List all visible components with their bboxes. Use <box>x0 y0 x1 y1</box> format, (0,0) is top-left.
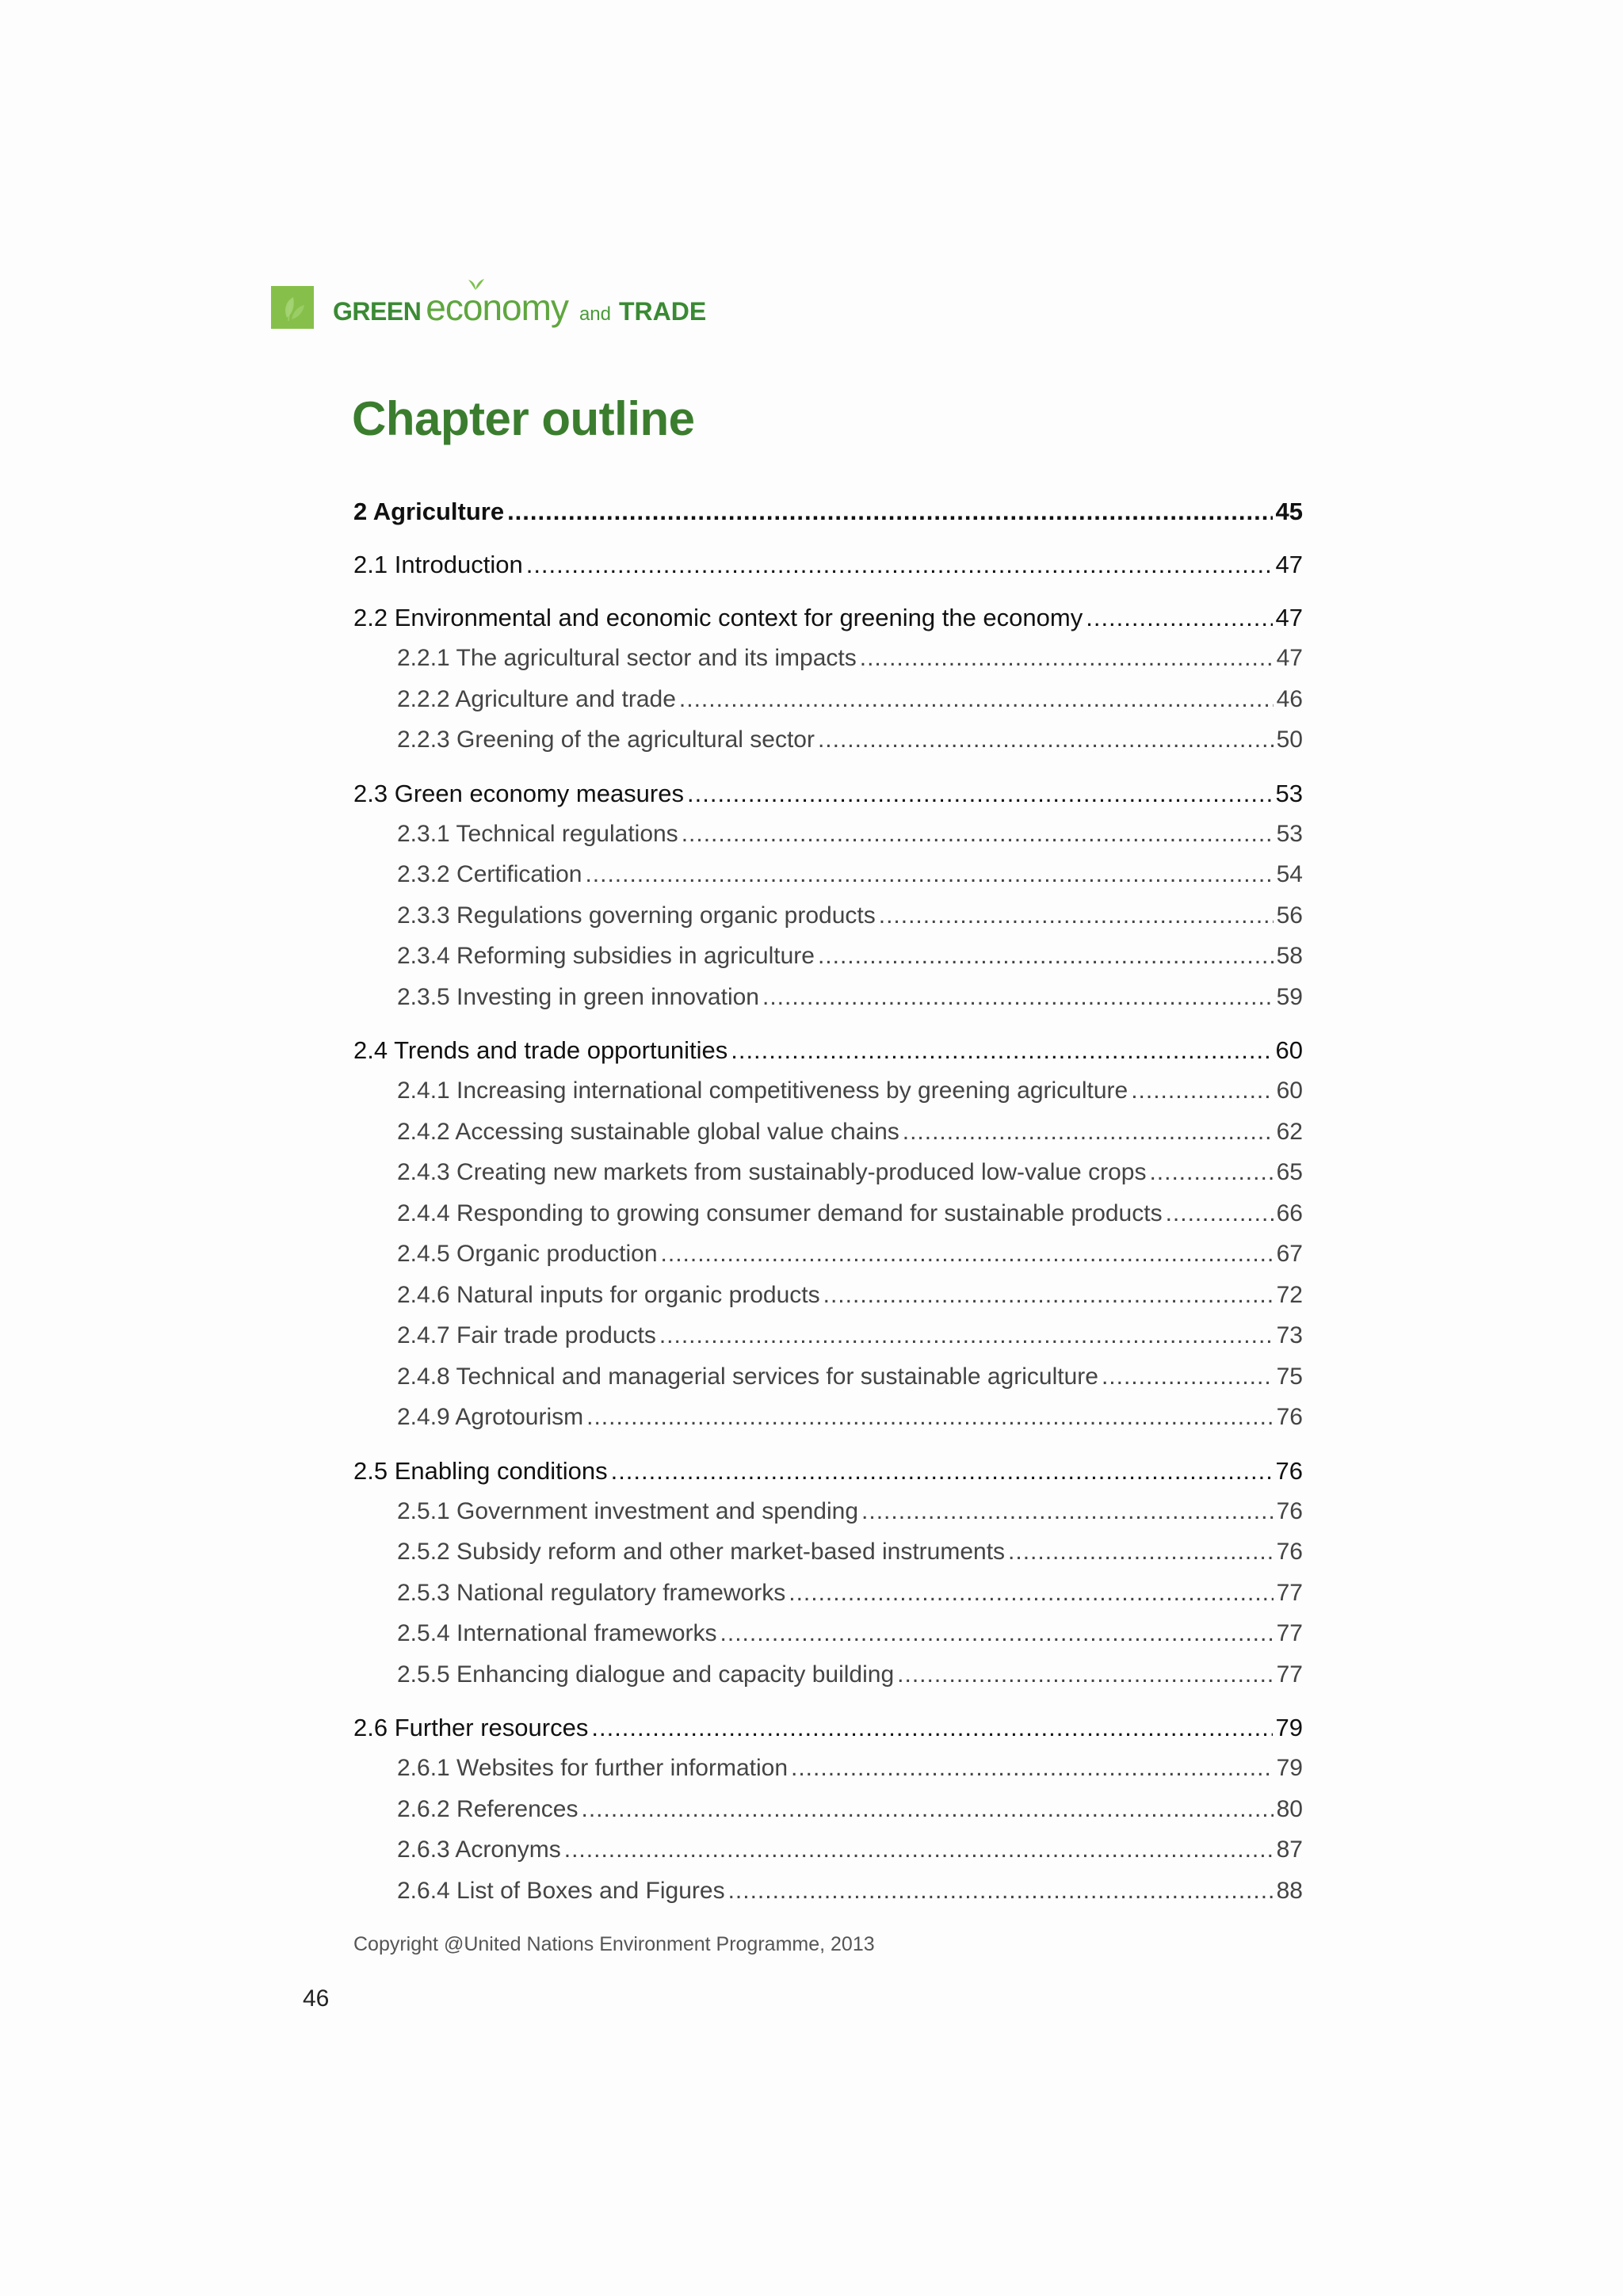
sprout-icon <box>464 277 487 291</box>
toc-entry-title: 2.3.5 Investing in green innovation <box>397 983 759 1010</box>
toc-entry-page: 76 <box>1276 1539 1303 1565</box>
chapter-title: Chapter outline <box>352 392 695 445</box>
toc-subsection-entry[interactable] <box>353 1748 1303 1789</box>
toc-leader-dots <box>731 1030 1272 1070</box>
logo-word-economy-text: economy <box>426 287 568 328</box>
toc-leader-dots <box>659 1315 1274 1356</box>
toc-section-entry[interactable] <box>353 1030 1303 1070</box>
toc-leader-dots <box>679 679 1274 720</box>
toc-entry-title: 2.4.6 Natural inputs for organic products <box>397 1281 820 1308</box>
toc-subsection-entry[interactable] <box>353 1275 1303 1316</box>
leaf-logo-icon <box>271 286 314 329</box>
toc-entry-title: 2.6 Further resources <box>353 1714 589 1741</box>
toc-subsection-entry[interactable] <box>353 814 1303 855</box>
toc-subsection-entry[interactable] <box>353 1829 1303 1871</box>
toc-entry-title: 2.5.3 National regulatory frameworks <box>397 1579 786 1606</box>
toc-entry-page: 50 <box>1276 727 1303 753</box>
toc-entry-title: 2.2.3 Greening of the agricultural sector <box>397 727 815 753</box>
toc-subsection-entry[interactable] <box>353 1193 1303 1234</box>
toc-section-entry[interactable] <box>353 1707 1303 1748</box>
toc-leader-dots <box>526 544 1273 585</box>
toc-entry-title: 2.5.2 Subsidy reform and other market-based instruments <box>397 1539 1006 1565</box>
toc-subsection-entry[interactable] <box>353 1112 1303 1153</box>
toc-leader-dots <box>1086 597 1272 638</box>
toc-leader-dots <box>1149 1152 1273 1193</box>
toc-entry-page: 65 <box>1276 1159 1303 1185</box>
toc-entry-page: 62 <box>1276 1118 1303 1145</box>
toc-entry-title: 2.4.9 Agrotourism <box>397 1404 584 1430</box>
copyright-notice: Copyright @United Nations Environment Programme, 2013 <box>353 1933 875 1955</box>
toc-subsection-entry[interactable] <box>353 1397 1303 1438</box>
toc-leader-dots <box>591 1707 1272 1748</box>
toc-subsection-entry[interactable] <box>353 1491 1303 1532</box>
logo-word-and: and <box>579 303 611 325</box>
toc-subsection-entry[interactable] <box>353 1573 1303 1614</box>
toc-subsection-entry[interactable] <box>353 1613 1303 1654</box>
toc-entry-page: 53 <box>1276 820 1303 847</box>
publication-logo-wordmark <box>333 289 706 326</box>
toc-entry-page: 60 <box>1275 1036 1303 1064</box>
toc-section-entry[interactable] <box>353 544 1303 585</box>
toc-entry-title: 2.4.3 Creating new markets from sustainably-produced low-value crops <box>397 1159 1147 1185</box>
toc-leader-dots <box>728 1871 1274 1912</box>
toc-subsection-entry[interactable] <box>353 1152 1303 1193</box>
toc-entry-title: 2.3.2 Certification <box>397 861 582 887</box>
toc-leader-dots <box>818 719 1274 761</box>
toc-section-entry[interactable] <box>353 1451 1303 1491</box>
toc-entry-title: 2 Agriculture <box>353 498 505 525</box>
toc-entry-page: 79 <box>1276 1755 1303 1781</box>
table-of-contents <box>353 491 1303 1911</box>
toc-leader-dots <box>661 1234 1274 1275</box>
toc-subsection-entry[interactable] <box>353 679 1303 720</box>
logo-word-trade: TRADE <box>619 297 707 326</box>
toc-leader-dots <box>897 1654 1273 1695</box>
toc-subsection-entry[interactable] <box>353 936 1303 977</box>
toc-entry-page: 73 <box>1276 1322 1303 1348</box>
toc-leader-dots <box>791 1748 1274 1789</box>
toc-entry-title: 2.4.4 Responding to growing consumer demand for sustainable products <box>397 1199 1163 1226</box>
toc-entry-page: 66 <box>1276 1199 1303 1226</box>
toc-entry-title: 2.6.1 Websites for further information <box>397 1755 789 1781</box>
toc-entry-title: 2.3 Green economy measures <box>353 779 684 807</box>
toc-entry-title: 2.3.4 Reforming subsidies in agriculture <box>397 943 815 969</box>
toc-subsection-entry[interactable] <box>353 895 1303 936</box>
toc-entry-page: 77 <box>1276 1661 1303 1688</box>
toc-entry-title: 2.3.1 Technical regulations <box>397 820 678 847</box>
toc-leader-dots <box>507 491 1272 532</box>
toc-leader-dots <box>585 854 1273 895</box>
toc-entry-title: 2.4.2 Accessing sustainable global value chains <box>397 1118 899 1145</box>
toc-leader-dots <box>586 1397 1274 1438</box>
toc-entry-page: 56 <box>1276 902 1303 929</box>
toc-leader-dots <box>611 1451 1273 1491</box>
toc-entry-title: 2.4.8 Technical and managerial services for sustainable agriculture <box>397 1363 1098 1390</box>
toc-subsection-entry[interactable] <box>353 1070 1303 1112</box>
toc-leader-dots <box>879 895 1274 936</box>
toc-entry-page: 54 <box>1276 861 1303 887</box>
toc-leader-dots <box>682 814 1274 855</box>
toc-subsection-entry[interactable] <box>353 1654 1303 1695</box>
toc-leader-dots <box>1008 1531 1274 1573</box>
toc-entry-page: 76 <box>1275 1456 1303 1485</box>
toc-subsection-entry[interactable] <box>353 638 1303 679</box>
toc-subsection-entry[interactable] <box>353 719 1303 761</box>
toc-entry-page: 67 <box>1276 1241 1303 1267</box>
toc-leader-dots <box>720 1613 1274 1654</box>
toc-entry-page: 88 <box>1276 1877 1303 1904</box>
toc-entry-title: 2.5.5 Enhancing dialogue and capacity building <box>397 1661 895 1688</box>
toc-entry-page: 80 <box>1276 1795 1303 1822</box>
toc-entry-page: 58 <box>1276 943 1303 969</box>
toc-section-entry[interactable] <box>353 597 1303 638</box>
toc-leader-dots <box>818 936 1274 977</box>
toc-entry-title: 2.2 Environmental and economic context for greening the economy <box>353 604 1083 631</box>
toc-leader-dots <box>687 773 1273 814</box>
toc-leader-dots <box>1102 1356 1274 1398</box>
toc-entry-page: 77 <box>1276 1579 1303 1606</box>
publication-header <box>271 285 706 330</box>
toc-entry-page: 72 <box>1276 1281 1303 1308</box>
logo-word-green: GREEN <box>333 297 422 326</box>
toc-entry-page: 47 <box>1276 645 1303 671</box>
toc-entry-page: 76 <box>1276 1497 1303 1524</box>
toc-entry-title: 2.6.3 Acronyms <box>397 1836 561 1863</box>
toc-leader-dots <box>861 1491 1274 1532</box>
toc-subsection-entry[interactable] <box>353 854 1303 895</box>
toc-entry-page: 59 <box>1276 983 1303 1010</box>
logo-word-economy <box>426 289 568 326</box>
toc-entry-page: 77 <box>1276 1620 1303 1646</box>
toc-subsection-entry[interactable] <box>353 1356 1303 1398</box>
toc-subsection-entry[interactable] <box>353 1531 1303 1573</box>
toc-leader-dots <box>823 1275 1274 1316</box>
toc-entry-title: 2.4.1 Increasing international competitiveness by greening agriculture <box>397 1077 1128 1104</box>
toc-entry-title: 2.5 Enabling conditions <box>353 1456 608 1485</box>
toc-leader-dots <box>564 1829 1274 1871</box>
toc-entry-title: 2.2.1 The agricultural sector and its impacts <box>397 645 857 671</box>
toc-subsection-entry[interactable] <box>353 1234 1303 1275</box>
toc-leader-dots <box>581 1789 1273 1830</box>
toc-subsection-entry[interactable] <box>353 1315 1303 1356</box>
toc-leader-dots <box>789 1573 1273 1614</box>
page-number: 46 <box>303 1985 330 2012</box>
toc-entry-page: 87 <box>1276 1836 1303 1863</box>
toc-entry-page: 47 <box>1275 551 1303 578</box>
toc-entry-page: 53 <box>1275 779 1303 807</box>
toc-subsection-entry[interactable] <box>353 1789 1303 1830</box>
toc-entry-title: 2.6.2 References <box>397 1795 579 1822</box>
toc-entry-title: 2.3.3 Regulations governing organic products <box>397 902 876 929</box>
toc-entry-title: 2.5.1 Government investment and spending <box>397 1497 859 1524</box>
toc-leader-dots <box>762 977 1274 1018</box>
toc-entry-page: 47 <box>1275 604 1303 631</box>
toc-leader-dots <box>1131 1070 1273 1112</box>
toc-entry-page: 46 <box>1276 685 1303 712</box>
toc-leader-dots <box>860 638 1274 679</box>
toc-entry-title: 2.4.5 Organic production <box>397 1241 658 1267</box>
toc-leader-dots <box>903 1112 1274 1153</box>
toc-subsection-entry[interactable] <box>353 1871 1303 1912</box>
toc-leader-dots <box>1166 1193 1274 1234</box>
toc-entry-title: 2.5.4 International frameworks <box>397 1620 717 1646</box>
toc-entry-page: 75 <box>1276 1363 1303 1390</box>
toc-entry-title: 2.2.2 Agriculture and trade <box>397 685 676 712</box>
toc-section-entry[interactable] <box>353 491 1303 532</box>
toc-section-entry[interactable] <box>353 773 1303 814</box>
toc-entry-title: 2.4 Trends and trade opportunities <box>353 1036 728 1064</box>
toc-subsection-entry[interactable] <box>353 977 1303 1018</box>
toc-entry-title: 2.4.7 Fair trade products <box>397 1322 656 1348</box>
toc-entry-page: 76 <box>1276 1404 1303 1430</box>
toc-entry-title: 2.1 Introduction <box>353 551 523 578</box>
toc-entry-page: 79 <box>1275 1714 1303 1741</box>
toc-entry-page: 60 <box>1276 1077 1303 1104</box>
toc-entry-page: 45 <box>1275 498 1303 525</box>
toc-entry-title: 2.6.4 List of Boxes and Figures <box>397 1877 725 1904</box>
